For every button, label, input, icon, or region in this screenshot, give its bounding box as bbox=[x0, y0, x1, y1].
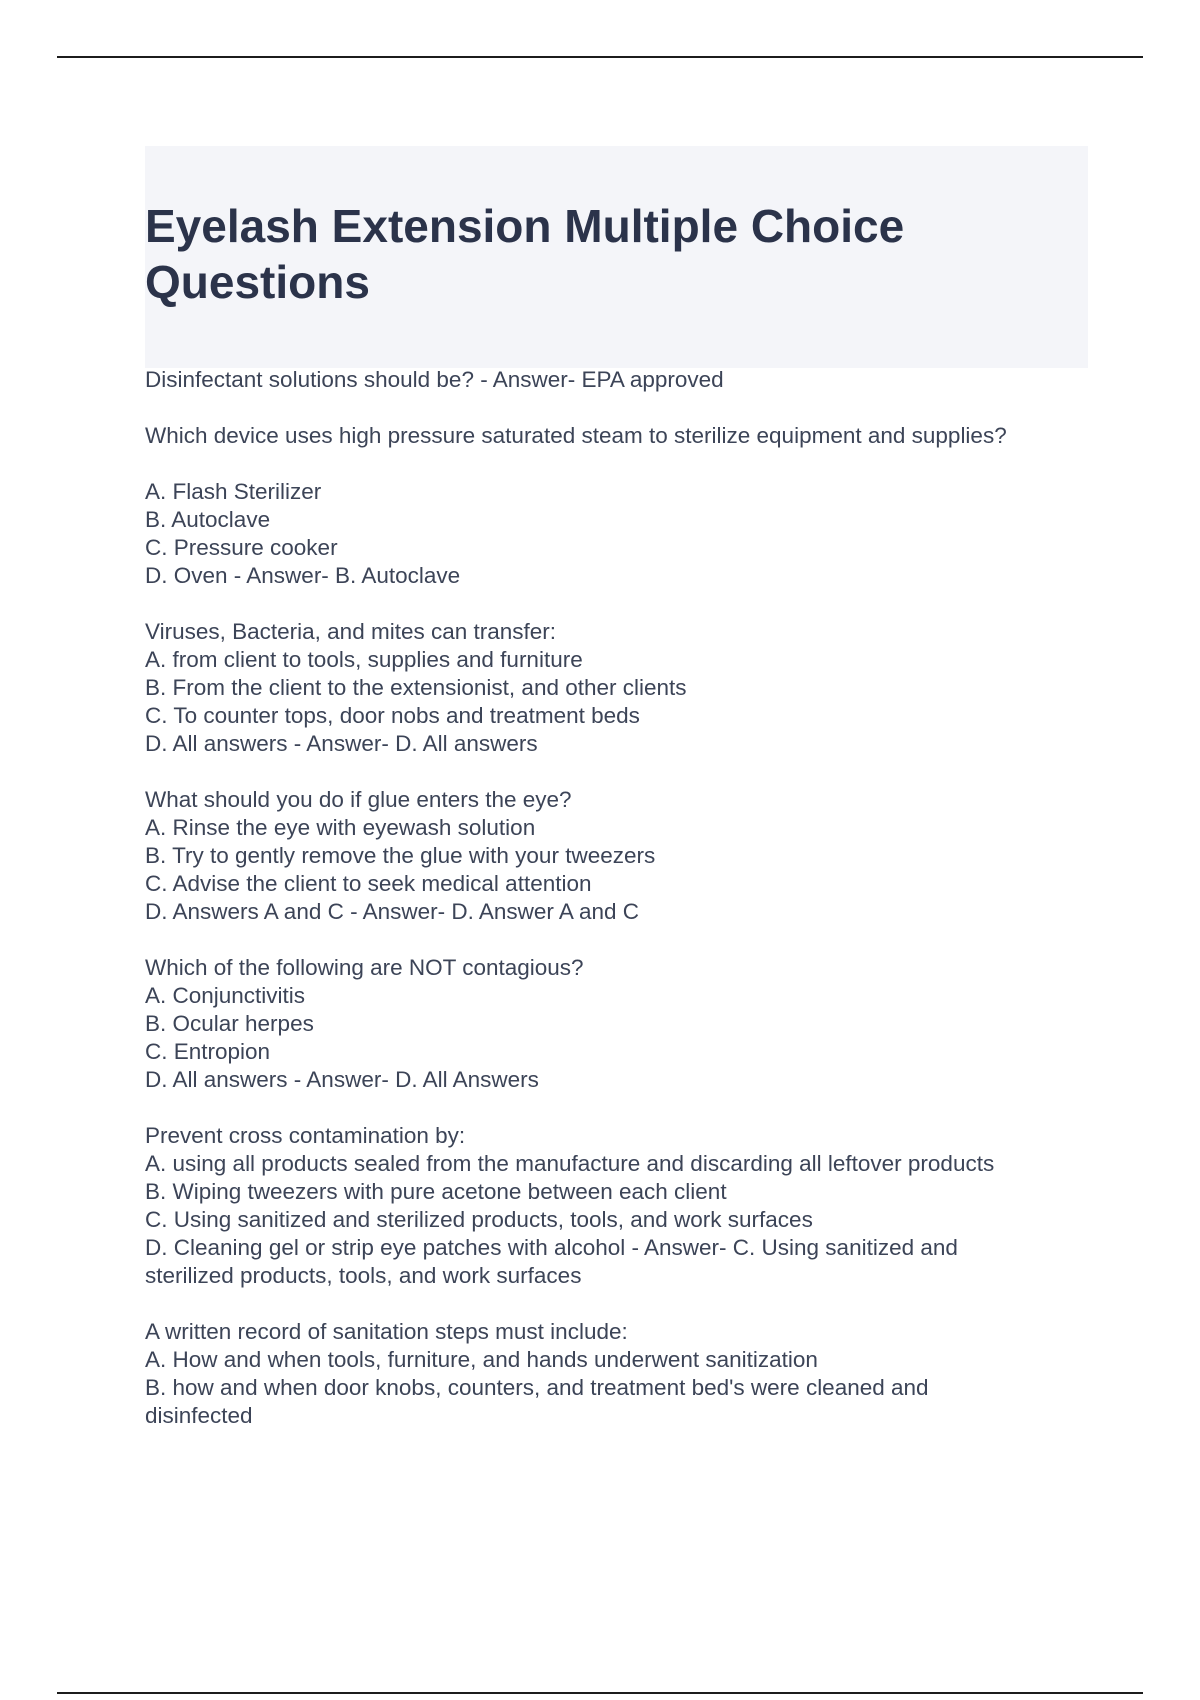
text-line: Which device uses high pressure saturated steam to sterilize equipment and supplies? bbox=[145, 423, 1007, 448]
text-line: A. Flash Sterilizer bbox=[145, 479, 322, 504]
text-line: C. To counter tops, door nobs and treatment beds bbox=[145, 703, 640, 728]
text-line: sterilized products, tools, and work surfaces bbox=[145, 1263, 582, 1288]
text-line: A. using all products sealed from the manufacture and discarding all leftover products bbox=[145, 1151, 995, 1176]
text-line: Which of the following are NOT contagious? bbox=[145, 955, 584, 980]
qa-block-steam-question bbox=[145, 422, 1095, 450]
text-line: C. Using sanitized and sterilized products, tools, and work surfaces bbox=[145, 1207, 813, 1232]
text-line: A written record of sanitation steps must include: bbox=[145, 1319, 628, 1344]
text-line: B. Autoclave bbox=[145, 507, 271, 532]
text-line: D. Cleaning gel or strip eye patches with alcohol - Answer- C. Using sanitized and bbox=[145, 1235, 958, 1260]
qa-block-contagious bbox=[145, 954, 1095, 1094]
text-line: D. All answers - Answer- D. All answers bbox=[145, 731, 538, 756]
document-title: Eyelash Extension Multiple Choice Questions bbox=[145, 200, 905, 308]
bottom-rule bbox=[57, 1692, 1143, 1694]
text-line: A. from client to tools, supplies and furniture bbox=[145, 647, 583, 672]
text-line: What should you do if glue enters the eye? bbox=[145, 787, 572, 812]
text-line: B. Ocular herpes bbox=[145, 1011, 314, 1036]
qa-block-transfer bbox=[145, 618, 1095, 758]
text-line: B. Wiping tweezers with pure acetone between each client bbox=[145, 1179, 727, 1204]
text-line: D. Oven - Answer- B. Autoclave bbox=[145, 563, 461, 588]
text-line: A. Conjunctivitis bbox=[145, 983, 306, 1008]
qa-block-cross-contamination bbox=[145, 1122, 1095, 1290]
document-body bbox=[145, 366, 1095, 1458]
text-line: Prevent cross contamination by: bbox=[145, 1123, 466, 1148]
text-line: B. Try to gently remove the glue with your tweezers bbox=[145, 843, 656, 868]
text-line: Viruses, Bacteria, and mites can transfer: bbox=[145, 619, 557, 644]
text-line: A. How and when tools, furniture, and hands underwent sanitization bbox=[145, 1347, 818, 1372]
text-line: A. Rinse the eye with eyewash solution bbox=[145, 815, 536, 840]
qa-block-steam-options bbox=[145, 478, 1095, 590]
text-line: D. Answers A and C - Answer- D. Answer A and C bbox=[145, 899, 639, 924]
text-line: C. Advise the client to seek medical attention bbox=[145, 871, 592, 896]
text-line: disinfected bbox=[145, 1403, 253, 1428]
text-line: C. Pressure cooker bbox=[145, 535, 338, 560]
qa-block-glue bbox=[145, 786, 1095, 926]
qa-block-written-record bbox=[145, 1318, 1095, 1430]
text-line: C. Entropion bbox=[145, 1039, 271, 1064]
text-line: Disinfectant solutions should be? - Answer- EPA approved bbox=[145, 367, 724, 392]
qa-block-disinfectant bbox=[145, 366, 1095, 394]
top-rule bbox=[57, 56, 1143, 58]
text-line: D. All answers - Answer- D. All Answers bbox=[145, 1067, 539, 1092]
text-line: B. From the client to the extensionist, and other clients bbox=[145, 675, 687, 700]
text-line: B. how and when door knobs, counters, and treatment bed's were cleaned and bbox=[145, 1375, 929, 1400]
